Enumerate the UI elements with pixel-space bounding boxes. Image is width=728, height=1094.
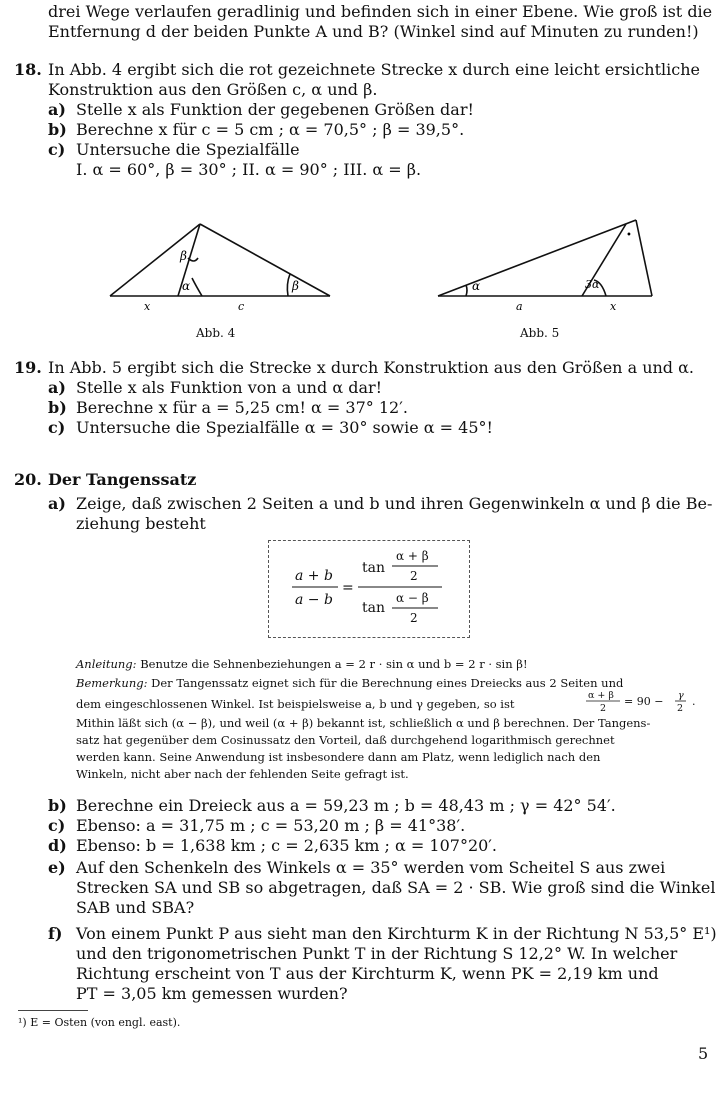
exercise-20d-label: d) (48, 836, 67, 855)
exercise-18c-text: Untersuche die Spezialfälle (76, 140, 300, 159)
exercise-20a-label: a) (48, 494, 66, 513)
formula-f1-numerator: α + β (396, 549, 429, 563)
exercise-19-text: In Abb. 5 ergibt sich die Strecke x durch Konstruktion aus den Größen a und α. (48, 358, 695, 377)
remark-label: Bemerkung: (76, 676, 148, 690)
remark-text-5: werden kann. Seine Anwendung ist insbesondere dann am Platz, wenn lediglich nach den (76, 750, 601, 764)
exercise-18-cases: I. α = 60°, β = 30° ; II. α = 90° ; III. α = β. (76, 160, 422, 179)
exercise-20-title: Der Tangenssatz (48, 470, 197, 489)
fig5-a-label: a (516, 300, 523, 312)
remark-formula-denominator: 2 (600, 703, 607, 714)
remark-text-3: Mithin läßt sich (α − β), und weil (α + β) bekannt ist, schließlich α und β berechnen. Der Tangens- (76, 716, 651, 730)
remark-text-2: dem eingeschlossenen Winkel. Ist beispielsweise a, b und γ gegeben, so ist (76, 697, 515, 711)
exercise-20c-text: Ebenso: a = 31,75 m ; c = 53,20 m ; β = 41°38′. (76, 816, 466, 835)
exercise-19b-text: Berechne x für a = 5,25 cm! α = 37° 12′. (76, 398, 408, 417)
formula-f1-denominator: 2 (410, 569, 418, 583)
formula-equals: = (342, 580, 354, 596)
fig4-caption: Abb. 4 (196, 326, 236, 340)
figure-abb4 (100, 212, 340, 312)
hint-text: Benutze die Sehnenbeziehungen a = 2 r · sin α und b = 2 r · sin β! (136, 657, 528, 671)
remark-text-4: satz hat gegenüber dem Cosinussatz den Vorteil, daß durchgehend logarithmisch gerechnet (76, 733, 615, 747)
exercise-20f-label: f) (48, 924, 63, 943)
remark-formula-rhs: = 90 − (624, 695, 664, 708)
intro-line-1: drei Wege verlaufen geradlinig und befinden sich in einer Ebene. Wie groß ist die (48, 2, 713, 21)
remark-formula-gamma-den: 2 (677, 703, 684, 714)
remark-formula-end: . (692, 695, 696, 708)
remark-line-1 (76, 676, 623, 692)
fig5-3alpha-label: 3α (585, 278, 600, 291)
exercise-18b-label: b) (48, 120, 67, 139)
exercise-20f-text-3: Richtung erscheint von T aus der Kirchturm K, wenn PK = 2,19 km und (76, 964, 659, 983)
exercise-19-number: 19. (14, 358, 42, 377)
exercise-20d-text: Ebenso: b = 1,638 km ; c = 2,635 km ; α = 107°20′. (76, 836, 498, 855)
exercise-20-number: 20. (14, 470, 42, 489)
exercise-18-number: 18. (14, 60, 42, 79)
exercise-19b-label: b) (48, 398, 67, 417)
exercise-19a-label: a) (48, 378, 66, 397)
exercise-18c-label: c) (48, 140, 66, 159)
exercise-20f-text-2: und den trigonometrischen Punkt T in der Richtung S 12,2° W. In welcher (76, 944, 678, 963)
fig4-alpha-label: α (182, 279, 191, 293)
fig4-beta-top-label: β (180, 249, 187, 263)
remark-text-1: Der Tangenssatz eignet sich für die Berechnung eines Dreiecks aus 2 Seiten und (147, 676, 624, 690)
page-number: 5 (698, 1044, 709, 1063)
exercise-18-text-2: Konstruktion aus den Größen c, α und β. (48, 80, 378, 99)
exercise-20a-text-2: ziehung besteht (76, 514, 206, 533)
fig4-beta-label: β (292, 279, 299, 293)
exercise-19a-text: Stelle x als Funktion von a und α dar! (76, 378, 383, 397)
remark-text-6: Winkeln, nicht aber nach der fehlenden Seite gefragt ist. (76, 767, 409, 781)
figure-abb5 (430, 212, 670, 312)
exercise-20a-text-1: Zeige, daß zwischen 2 Seiten a und b und ihren Gegenwinkeln α und β die Be- (76, 494, 713, 513)
formula-tan-2: tan (362, 600, 385, 616)
exercise-18b-text: Berechne x für c = 5 cm ; α = 70,5° ; β = 39,5°. (76, 120, 465, 139)
formula-f2-numerator: α − β (396, 591, 429, 605)
formula-f2-denominator: 2 (410, 611, 418, 625)
formula-tan-1: tan (362, 560, 385, 576)
remark-formula-numerator: α + β (588, 690, 614, 701)
exercise-20f-text-4: PT = 3,05 km gemessen wurden? (76, 984, 348, 1003)
tangent-law-formula (270, 542, 466, 634)
footnote: ¹) E = Osten (von engl. east). (18, 1016, 181, 1029)
exercise-20c-label: c) (48, 816, 66, 835)
exercise-20e-text-2: Strecken SA und SB so abgetragen, daß SA = 2 · SB. Wie groß sind die Winkel (76, 878, 716, 897)
fig5-x-label: x (610, 300, 617, 312)
exercise-19c-text: Untersuche die Spezialfälle α = 30° sowie α = 45°! (76, 418, 493, 437)
hint-line (76, 657, 528, 673)
formula-lhs-numerator: a + b (295, 568, 333, 584)
exercise-20e-label: e) (48, 858, 66, 877)
exercise-20e-text-1: Auf den Schenkeln des Winkels α = 35° werden vom Scheitel S aus zwei (76, 858, 666, 877)
fig4-x-label: x (144, 300, 151, 312)
fig5-dot-label: • (626, 230, 632, 241)
exercise-18-text-1: In Abb. 4 ergibt sich die rot gezeichnete Strecke x durch eine leicht ersichtliche (48, 60, 700, 79)
exercise-20f-text-1: Von einem Punkt P aus sieht man den Kirchturm K in der Richtung N 53,5° E¹) (76, 924, 717, 943)
remark-formula-gamma: γ (678, 690, 684, 701)
exercise-20e-text-3: SAB und SBA? (76, 898, 195, 917)
exercise-20b-text: Berechne ein Dreieck aus a = 59,23 m ; b = 48,43 m ; γ = 42° 54′. (76, 796, 616, 815)
intro-line-2: Entfernung d der beiden Punkte A und B? (Winkel sind auf Minuten zu runden!) (48, 22, 699, 41)
exercise-18a-label: a) (48, 100, 66, 119)
exercise-19c-label: c) (48, 418, 66, 437)
footnote-rule (18, 1010, 88, 1011)
fig5-caption: Abb. 5 (520, 326, 560, 340)
exercise-20b-label: b) (48, 796, 67, 815)
fig5-alpha-label: α (472, 279, 481, 293)
exercise-18a-text: Stelle x als Funktion der gegebenen Größen dar! (76, 100, 474, 119)
hint-label: Anleitung: (76, 657, 137, 671)
fig4-c-label: c (238, 300, 245, 312)
formula-lhs-denominator: a − b (295, 592, 333, 608)
